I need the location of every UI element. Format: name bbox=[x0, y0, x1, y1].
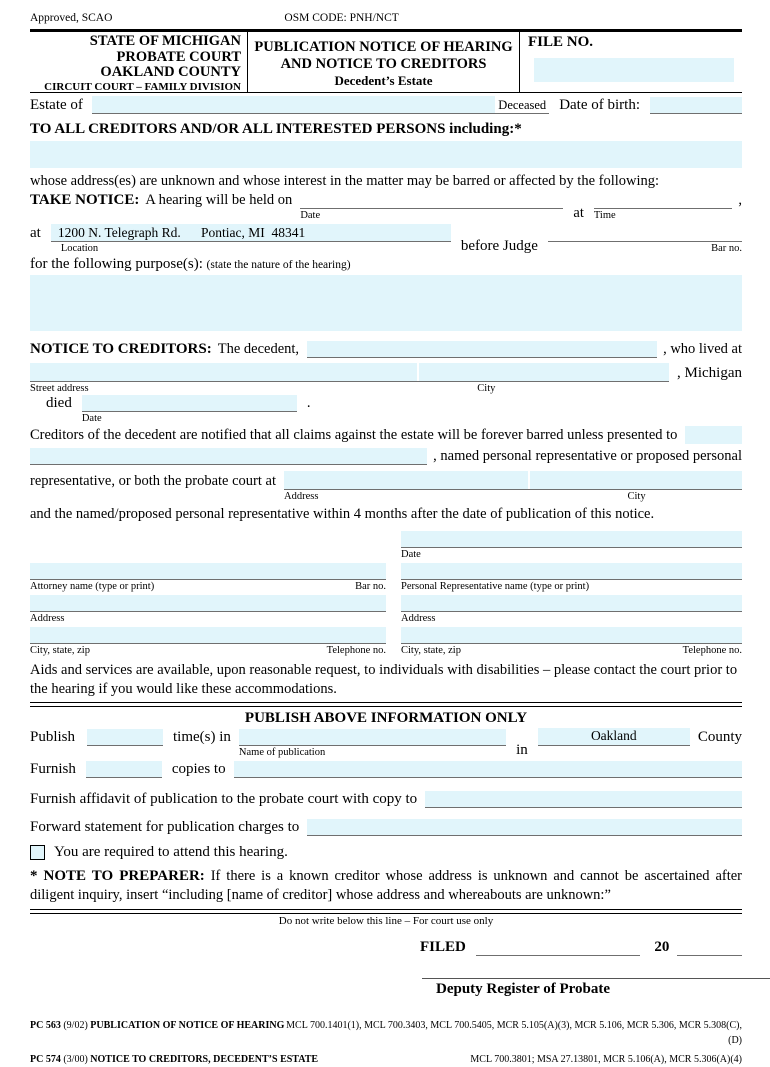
form-title-line3: Decedent’s Estate bbox=[334, 73, 433, 88]
attorney-csz-sublabel: City, state, zip bbox=[30, 645, 90, 656]
footer-row2 bbox=[30, 1052, 742, 1067]
attorney-name-field[interactable] bbox=[30, 563, 386, 580]
purpose-label: for the following purpose(s): bbox=[30, 256, 203, 272]
pr-csz-sublabels bbox=[401, 644, 742, 657]
deceased-label: Deceased bbox=[495, 98, 549, 113]
including-field[interactable] bbox=[30, 141, 742, 168]
footer-form2-title: NOTICE TO CREDITORS, DECEDENT’S ESTATE bbox=[90, 1054, 319, 1065]
dob-field[interactable] bbox=[650, 97, 742, 114]
estate-of-row bbox=[30, 96, 742, 114]
hearing-time-group bbox=[594, 192, 732, 222]
filed-label: FILED bbox=[420, 939, 466, 955]
publication-name-field[interactable] bbox=[239, 729, 506, 746]
attorney-name-sublabels bbox=[30, 580, 386, 593]
street-city-row bbox=[30, 363, 742, 395]
pr-name-group bbox=[401, 563, 742, 593]
deputy-register-label: Deputy Register of Probate bbox=[436, 981, 610, 997]
file-no-field[interactable] bbox=[534, 58, 734, 82]
probate-court-addr-group bbox=[284, 471, 742, 503]
pr-date-field[interactable] bbox=[401, 531, 742, 548]
claims-line1-text: Creditors of the decedent are notified that all claims against the estate will be forever barred unless presented to bbox=[30, 427, 678, 443]
probate-court-addr-fields bbox=[284, 471, 742, 490]
claims-line3-row bbox=[30, 471, 742, 503]
comma-text: , bbox=[738, 192, 742, 208]
note-to-preparer-label: * NOTE TO PREPARER: bbox=[30, 868, 205, 884]
judge-field[interactable] bbox=[548, 225, 742, 242]
before-judge-text: before Judge bbox=[460, 238, 538, 254]
street-address-sublabel: Street address bbox=[30, 383, 89, 394]
publish-row bbox=[30, 728, 742, 759]
hearing-held-text: A hearing will be held on bbox=[145, 192, 293, 208]
creditors-heading: TO ALL CREDITORS AND/OR ALL INTERESTED PERSONS including:* bbox=[30, 121, 522, 137]
purpose-hint: (state the nature of the hearing) bbox=[206, 259, 351, 271]
footer-form2 bbox=[30, 1052, 318, 1067]
forward-text: Forward statement for publication charges to bbox=[30, 819, 300, 835]
pr-name-sublabel: Personal Representative name (type or print) bbox=[401, 581, 590, 592]
division-line: CIRCUIT COURT – FAMILY DIVISION bbox=[44, 80, 241, 93]
died-row bbox=[30, 395, 742, 425]
hearing-time-field[interactable] bbox=[594, 192, 732, 209]
claims-line2-text: , named personal representative or proposed personal bbox=[433, 448, 742, 464]
attorney-name-group bbox=[30, 563, 386, 593]
attend-hearing-checkbox[interactable] bbox=[30, 845, 45, 860]
copies-recipient-field[interactable] bbox=[234, 761, 742, 778]
file-no-label: FILE NO. bbox=[528, 34, 594, 50]
city-field[interactable] bbox=[419, 363, 669, 381]
file-no-block bbox=[520, 32, 742, 92]
filed-row bbox=[420, 939, 742, 956]
form-title-line2: AND NOTICE TO CREDITORS bbox=[280, 56, 487, 72]
time-sublabel: Time bbox=[593, 210, 616, 221]
affidavit-copy-field[interactable] bbox=[425, 791, 742, 808]
pr-csz-field[interactable] bbox=[401, 627, 742, 644]
claims-line3-text: representative, or both the probate court at bbox=[30, 473, 276, 489]
street-address-field[interactable] bbox=[30, 363, 417, 381]
pr-address-group bbox=[401, 595, 742, 625]
attorney-csz-group bbox=[30, 627, 386, 657]
court-city-sublabel: City bbox=[627, 491, 646, 502]
location-field[interactable] bbox=[51, 224, 451, 242]
judge-group bbox=[548, 225, 742, 255]
affidavit-text: Furnish affidavit of publication to the probate court with copy to bbox=[30, 791, 418, 807]
location-row bbox=[30, 224, 742, 255]
street-city-group bbox=[30, 363, 669, 395]
footer-form1-title: PUBLICATION OF NOTICE OF HEARING bbox=[90, 1020, 285, 1031]
form-title-block bbox=[248, 32, 520, 92]
publication-sublabel: Name of publication bbox=[238, 747, 326, 758]
who-lived-text: , who lived at bbox=[663, 341, 742, 357]
michigan-text: , Michigan bbox=[677, 365, 742, 381]
filed-year-prefix: 20 bbox=[654, 939, 670, 955]
attend-hearing-label: You are required to attend this hearing. bbox=[54, 844, 288, 860]
court-identity-block bbox=[30, 32, 248, 92]
whose-address-line: whose address(es) are unknown and whose interest in the matter may be barred or affected by the following: bbox=[30, 173, 660, 189]
court-addr-sublabels bbox=[284, 490, 742, 503]
representative-name-field[interactable] bbox=[30, 448, 427, 465]
court-address-field[interactable] bbox=[284, 471, 528, 489]
purpose-label-row bbox=[30, 256, 742, 273]
at-text: at bbox=[573, 205, 584, 221]
note-to-preparer-text: If there is a known creditor whose address is unknown and cannot be ascertained after diligent inquiry, insert “including [name of creditor] whose address and whereabouts are unknown:” bbox=[30, 868, 742, 903]
location-group bbox=[51, 224, 451, 255]
location-value: 1200 N. Telegraph Rd. Pontiac, MI 48341 bbox=[57, 224, 306, 240]
decedent-text: The decedent, bbox=[217, 341, 300, 357]
filed-date-field[interactable] bbox=[476, 939, 640, 956]
footer-citations2: MCL 700.3801; MSA 27.13801, MCR 5.106(A), MCR 5.306(A)(4) bbox=[470, 1054, 742, 1065]
died-date-sublabel: Date bbox=[81, 413, 102, 424]
attorney-phone-sublabel: Telephone no. bbox=[326, 645, 386, 656]
pr-address-field[interactable] bbox=[401, 595, 742, 612]
footer-form1 bbox=[30, 1018, 284, 1048]
footer-form1-rev: (9/02) bbox=[63, 1020, 88, 1031]
died-date-field[interactable] bbox=[82, 395, 297, 412]
state-line: STATE OF MICHIGAN bbox=[89, 33, 241, 49]
notice-creditors-row bbox=[30, 341, 742, 358]
pr-address-sublabel: Address bbox=[401, 613, 436, 624]
pr-name-field[interactable] bbox=[401, 563, 742, 580]
form-meta-row bbox=[30, 12, 742, 24]
claims-line2-row bbox=[30, 448, 742, 465]
furnish-copies-field[interactable] bbox=[86, 761, 162, 778]
died-label: died bbox=[46, 395, 72, 411]
pr-csz-sublabel: City, state, zip bbox=[401, 645, 461, 656]
city-sublabel: City bbox=[477, 383, 496, 394]
claims-line4-text: and the named/proposed personal representative within 4 months after the date of publication of this notice. bbox=[30, 506, 655, 522]
times-in-label: time(s) in bbox=[173, 729, 231, 745]
county-field[interactable]: Oakland bbox=[538, 728, 690, 746]
attorney-csz-field[interactable] bbox=[30, 627, 386, 644]
footer-form1-code: PC 563 bbox=[30, 1020, 61, 1031]
estate-of-fieldgroup bbox=[92, 96, 549, 114]
publish-heading: PUBLISH ABOVE INFORMATION ONLY bbox=[244, 710, 528, 726]
footer-row1 bbox=[30, 1018, 742, 1048]
attorney-address-field[interactable] bbox=[30, 595, 386, 612]
footer-citations1: MCL 700.1401(1), MCL 700.3403, MCL 700.5405, MCR 5.105(A)(3), MCR 5.106, MCR 5.306, MCR 5.308(C), (D) bbox=[286, 1020, 742, 1046]
claims-line1-row bbox=[30, 426, 742, 444]
street-city-sublabels bbox=[30, 382, 669, 395]
estate-of-field[interactable] bbox=[92, 96, 495, 113]
take-notice-label: TAKE NOTICE: bbox=[30, 192, 140, 208]
pr-csz-group bbox=[401, 627, 742, 657]
publication-group bbox=[239, 729, 506, 759]
deputy-signature-line bbox=[422, 978, 770, 998]
attorney-date-spacer bbox=[30, 531, 386, 563]
presented-to-field[interactable] bbox=[685, 426, 742, 444]
attorney-address-sublabel: Address bbox=[30, 613, 65, 624]
attorney-column bbox=[30, 531, 386, 657]
hearing-date-field[interactable] bbox=[300, 192, 563, 209]
personal-rep-column bbox=[401, 531, 742, 657]
pr-phone-sublabel: Telephone no. bbox=[682, 645, 742, 656]
county-label: County bbox=[697, 729, 742, 745]
court-city-field[interactable] bbox=[530, 471, 742, 489]
died-date-group bbox=[82, 395, 297, 425]
signature-block bbox=[30, 531, 742, 657]
attorney-address-group bbox=[30, 595, 386, 625]
footer-form2-rev: (3/00) bbox=[63, 1054, 88, 1065]
court-use-divider bbox=[30, 909, 742, 914]
bar-no-sublabel: Bar no. bbox=[711, 243, 742, 254]
forward-row bbox=[30, 819, 742, 836]
estate-of-label: Estate of bbox=[30, 97, 83, 113]
attend-row bbox=[30, 844, 742, 861]
dob-label: Date of birth: bbox=[559, 97, 640, 113]
form-header bbox=[30, 29, 742, 93]
attorney-csz-sublabels bbox=[30, 644, 386, 657]
notice-creditors-label: NOTICE TO CREDITORS: bbox=[30, 341, 212, 357]
publish-label: Publish bbox=[30, 729, 76, 745]
ada-notice-text: Aids and services are available, upon reasonable request, to individuals with disabilities – please contact the court prior to the hearing if you would like these accommodations. bbox=[30, 662, 738, 697]
hearing-date-group bbox=[300, 192, 563, 222]
note-to-preparer bbox=[30, 867, 742, 905]
footer-form2-code: PC 574 bbox=[30, 1054, 61, 1065]
date-sublabel: Date bbox=[300, 210, 321, 221]
court-address-sublabel: Address bbox=[284, 491, 319, 502]
in-label: in bbox=[516, 742, 528, 758]
pr-date-sublabel: Date bbox=[401, 549, 421, 560]
street-city-fields bbox=[30, 363, 669, 382]
at-location-text: at bbox=[30, 225, 41, 241]
copies-to-label: copies to bbox=[171, 761, 226, 777]
period-text: . bbox=[306, 395, 311, 411]
affidavit-row bbox=[30, 791, 742, 808]
forward-charges-field[interactable] bbox=[307, 819, 742, 836]
form-title-line1: PUBLICATION NOTICE OF HEARING bbox=[254, 39, 513, 55]
osm-code-label: OSM CODE: PNH/NCT bbox=[284, 12, 399, 24]
location-sublabel: Location bbox=[60, 243, 99, 254]
pr-date-group bbox=[401, 531, 742, 561]
purpose-field[interactable] bbox=[30, 275, 742, 331]
attorney-barno-sublabel: Bar no. bbox=[355, 581, 386, 592]
publish-times-field[interactable] bbox=[87, 729, 163, 746]
furnish-row bbox=[30, 761, 742, 778]
filed-year-field[interactable] bbox=[677, 939, 742, 956]
decedent-name-field[interactable] bbox=[307, 341, 657, 358]
section-divider bbox=[30, 702, 742, 707]
court-line: PROBATE COURT bbox=[116, 48, 241, 65]
take-notice-row bbox=[30, 192, 742, 222]
county-line: OAKLAND COUNTY bbox=[100, 64, 241, 80]
court-use-note: Do not write below this line – For court use only bbox=[278, 915, 494, 927]
approved-scao-label: Approved, SCAO bbox=[30, 12, 113, 24]
attorney-name-sublabel: Attorney name (type or print) bbox=[30, 581, 155, 592]
furnish-label: Furnish bbox=[30, 761, 76, 777]
